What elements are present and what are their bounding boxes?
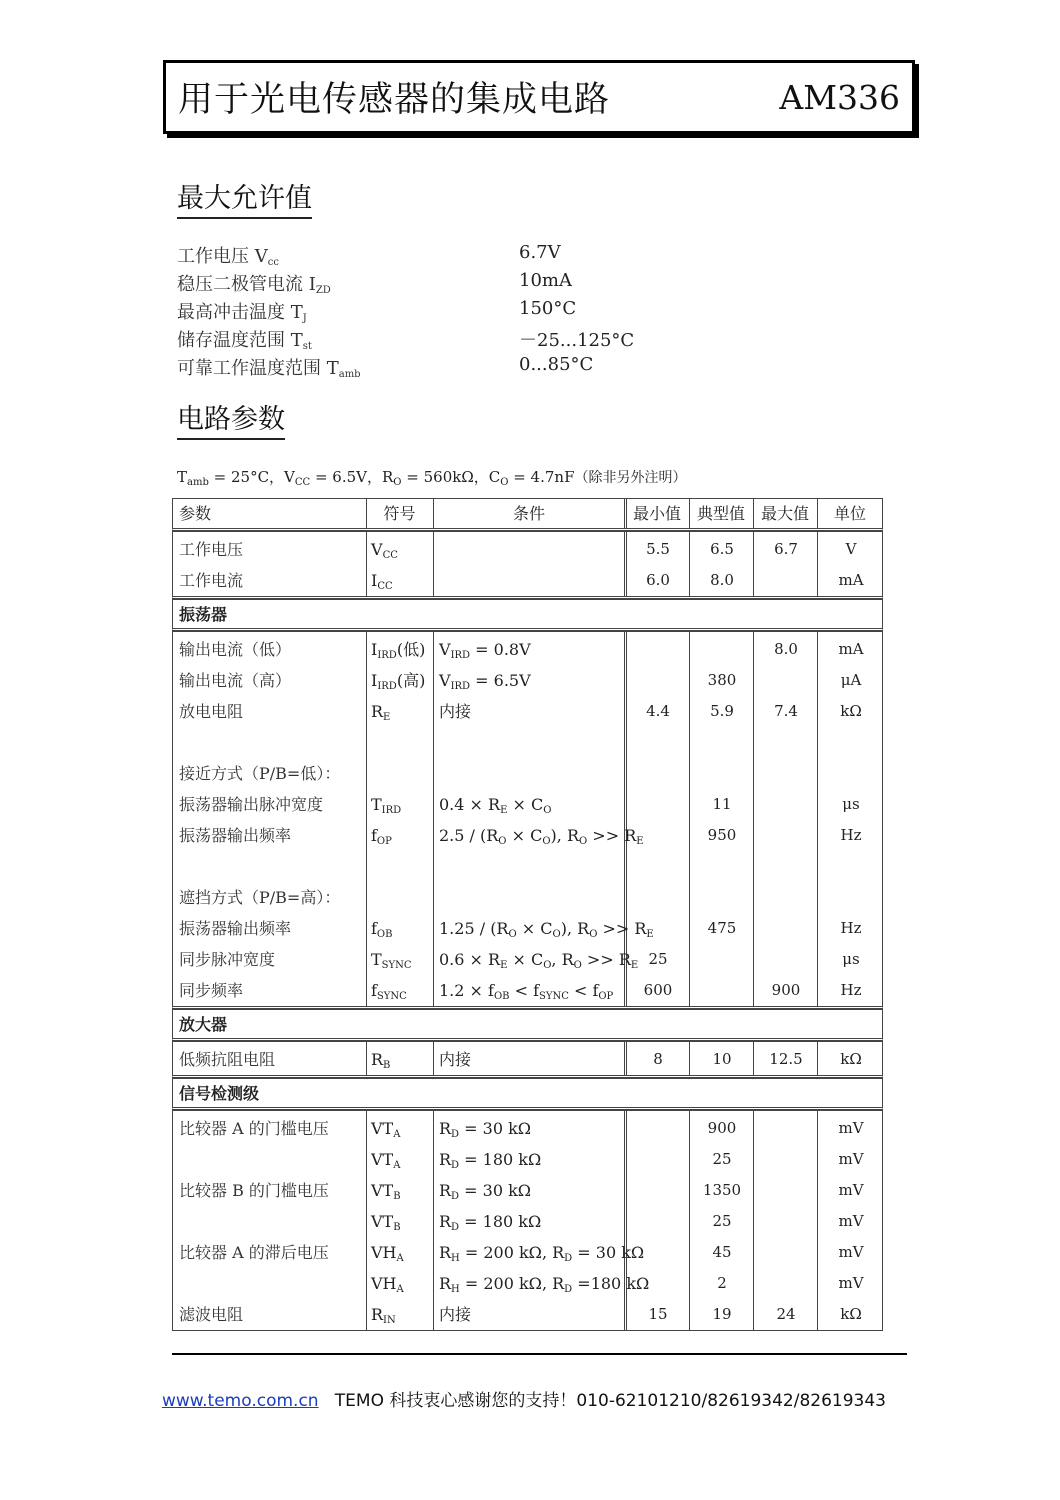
text-part: T: [371, 950, 382, 969]
text-part: 内接: [439, 702, 472, 721]
text-part: = 180 kΩ: [459, 1150, 542, 1169]
text-part: f: [371, 826, 377, 845]
typ-cell: 5.9: [710, 702, 734, 720]
subscript: O: [500, 477, 509, 488]
subscript: O: [543, 805, 552, 816]
text-part: 1.2 × f: [439, 981, 494, 1000]
typ-cell: 6.5: [710, 540, 734, 558]
spec-value: 10mA: [519, 270, 572, 291]
table-row: [173, 696, 882, 727]
table-row: [173, 534, 882, 565]
unit-cell: Hz: [840, 981, 862, 999]
spec-label-sub: ZD: [315, 285, 331, 296]
param-cell: 同步频率: [179, 981, 244, 1000]
spec-row: [177, 298, 677, 326]
footer-divider: [172, 1353, 907, 1355]
text-part: f: [371, 981, 377, 1000]
text-part: 0.6 × R: [439, 950, 501, 969]
subscript: OB: [376, 929, 393, 940]
symbol-cell: [371, 565, 393, 602]
spec-row: [177, 354, 677, 382]
table-row: [173, 634, 882, 665]
text-part: = 25°C，V: [208, 468, 295, 486]
subscript: SYNC: [539, 991, 569, 1002]
subscript: D: [451, 1222, 460, 1233]
unit-cell: mV: [838, 1181, 864, 1199]
unit-cell: mV: [838, 1212, 864, 1230]
unit-cell: mA: [838, 571, 864, 589]
section-title: 信号检测级: [179, 1084, 260, 1103]
spec-label: [177, 270, 331, 296]
spec-value: 6.7V: [519, 242, 561, 263]
symbol-cell: [371, 975, 407, 1012]
typ-cell: 1350: [702, 1181, 742, 1199]
typ-cell: 19: [712, 1305, 732, 1323]
spec-label-text: 最高冲击温度 T: [177, 302, 303, 323]
unit-cell: μA: [840, 671, 862, 689]
text-part: (高): [396, 671, 426, 690]
subscript: O: [542, 836, 551, 847]
min-cell: 600: [643, 981, 673, 999]
table-row: [173, 913, 882, 944]
subscript: A: [393, 1160, 401, 1171]
website-link[interactable]: www.temo.com.cn: [162, 1391, 319, 1411]
section-title: 振荡器: [179, 605, 228, 624]
typ-cell: 25: [712, 1150, 732, 1168]
row-group: [172, 1041, 883, 1078]
text-part: = 6.5V，R: [310, 468, 394, 486]
text-part: × C: [507, 795, 544, 814]
text-part: R: [439, 1243, 452, 1262]
param-cell: 放电电阻: [179, 702, 244, 721]
table-row: [173, 1206, 882, 1237]
text-part: R: [439, 1181, 452, 1200]
spec-label: [177, 298, 307, 324]
text-part: 内接: [439, 1305, 472, 1324]
param-cell: 低频抗阻电阻: [179, 1050, 276, 1069]
subscript: amb: [187, 477, 209, 488]
header-condition: 条件: [512, 504, 545, 523]
table-row: [173, 1268, 882, 1299]
max-cell: 24: [776, 1305, 796, 1323]
table-row: [173, 944, 882, 975]
text-part: R: [371, 702, 384, 721]
subscript: IN: [383, 1315, 396, 1326]
subscript: A: [393, 1129, 401, 1140]
text-part: = 30 kΩ: [459, 1119, 532, 1138]
condition-cell: [439, 975, 613, 1012]
spec-value: －25...125°C: [519, 330, 635, 351]
section-row: [172, 1078, 883, 1110]
max-ratings-heading: 最大允许值: [177, 182, 312, 219]
param-cell: 输出电流（低）: [179, 640, 292, 659]
text-part: T: [371, 795, 382, 814]
text-part: = 200 kΩ, R: [459, 1274, 565, 1293]
text-part: = 0.8V: [470, 640, 531, 659]
header-symbol: 符号: [383, 504, 416, 523]
spec-value: 150°C: [519, 298, 577, 319]
param-cell: 振荡器输出频率: [179, 826, 292, 845]
param-cell: 滤波电阻: [179, 1305, 244, 1324]
param-cell: 比较器 B 的门槛电压: [179, 1181, 329, 1200]
spec-label-sub: st: [302, 341, 312, 352]
text-part: R: [371, 1050, 384, 1069]
subscript: H: [451, 1253, 460, 1264]
spec-label-text: 工作电压 V: [177, 246, 268, 267]
spec-label-sub: J: [302, 313, 307, 324]
text-part: I: [371, 571, 378, 590]
param-cell: 振荡器输出频率: [179, 919, 292, 938]
typ-cell: 8.0: [710, 571, 734, 589]
typ-cell: 10: [712, 1050, 732, 1068]
table-row: [173, 1237, 882, 1268]
text-part: < f: [509, 981, 539, 1000]
unit-cell: kΩ: [840, 702, 862, 720]
subscript: CC: [377, 581, 393, 592]
max-ratings-list: [177, 242, 677, 382]
typ-cell: 475: [707, 919, 737, 937]
unit-cell: mV: [838, 1274, 864, 1292]
text-part: R: [439, 1119, 452, 1138]
subscript: E: [630, 960, 639, 971]
text-part: × C: [506, 826, 543, 845]
unit-cell: Hz: [840, 826, 862, 844]
spec-label-text: 储存温度范围 T: [177, 330, 303, 351]
text-part: ), R: [560, 919, 590, 938]
spec-label-sub: amb: [338, 369, 361, 380]
note-text: （除非另外注明）: [574, 470, 687, 486]
table-row: [173, 1299, 882, 1330]
min-cell: 8: [653, 1050, 663, 1068]
table-row: [173, 789, 882, 820]
text-part: >> R: [587, 826, 637, 845]
subscript: IRD: [377, 650, 397, 661]
subscript: OP: [376, 836, 392, 847]
table-row: [173, 1113, 882, 1144]
subscript: O: [552, 929, 561, 940]
typ-cell: 2: [717, 1274, 727, 1292]
param-cell: 振荡器输出脉冲宽度: [179, 795, 324, 814]
unit-cell: mV: [838, 1150, 864, 1168]
spec-row: [177, 326, 677, 354]
spec-label-sub: cc: [267, 257, 279, 268]
condition-cell: [439, 1299, 471, 1330]
unit-cell: Hz: [840, 919, 862, 937]
text-part: T: [177, 468, 188, 486]
min-cell: 6.0: [646, 571, 670, 589]
spec-row: [177, 242, 677, 270]
section-row: [172, 599, 883, 631]
min-cell: 4.4: [646, 702, 670, 720]
param-cell: 接近方式（P/B=低）：: [179, 764, 341, 783]
table-row: [173, 1175, 882, 1206]
text-part: =180 kΩ: [572, 1274, 650, 1293]
max-cell: 12.5: [769, 1050, 803, 1068]
subscript: B: [393, 1191, 401, 1202]
unit-cell: kΩ: [840, 1050, 862, 1068]
subscript: OB: [493, 991, 510, 1002]
subscript: O: [393, 477, 402, 488]
unit-cell: mV: [838, 1119, 864, 1137]
subscript: D: [564, 1284, 573, 1295]
footer-text: TEMO 科技衷心感谢您的支持！010-62101210/82619342/82619343: [334, 1391, 886, 1411]
param-cell: 工作电压: [179, 540, 244, 559]
text-part: >> R: [581, 950, 631, 969]
table-row: [173, 565, 882, 596]
text-part: VT: [371, 1150, 394, 1169]
text-part: × C: [507, 950, 544, 969]
subscript: IRD: [381, 805, 402, 816]
condition-cell: [439, 696, 471, 727]
row-group: [172, 1110, 883, 1331]
table-header: [172, 498, 883, 531]
subscript: E: [500, 960, 508, 971]
text-part: = 560kΩ，C: [401, 468, 501, 486]
header-max: 最大值: [760, 504, 809, 523]
text-part: R: [439, 1274, 452, 1293]
text-part: ), R: [550, 826, 579, 845]
text-part: V: [371, 540, 383, 559]
subscript: OP: [598, 991, 614, 1002]
table-row: [173, 727, 882, 758]
max-cell: 900: [771, 981, 801, 999]
spec-label: [177, 354, 361, 380]
subscript: O: [543, 960, 552, 971]
text-part: 内接: [439, 1050, 472, 1069]
text-part: = 30 kΩ: [572, 1243, 645, 1262]
text-part: (低): [396, 640, 426, 659]
text-part: 1.25 / (R: [439, 919, 509, 938]
table-row: [173, 758, 882, 789]
text-part: VT: [371, 1212, 394, 1231]
text-part: 2.5 / (R: [439, 826, 499, 845]
subscript: O: [508, 929, 517, 940]
section-row: [172, 1009, 883, 1041]
header-unit: 单位: [833, 504, 866, 523]
unit-cell: μs: [842, 950, 860, 968]
param-cell: 比较器 A 的滞后电压: [179, 1243, 329, 1262]
text-part: = 30 kΩ: [459, 1181, 532, 1200]
max-cell: 8.0: [774, 640, 798, 658]
text-part: R: [439, 1212, 452, 1231]
symbol-cell: [371, 1299, 396, 1336]
subscript: CC: [382, 550, 398, 561]
max-cell: 7.4: [774, 702, 798, 720]
title-box: [163, 60, 915, 134]
min-cell: 5.5: [646, 540, 670, 558]
param-cell: 工作电流: [179, 571, 244, 590]
subscript: D: [451, 1129, 460, 1140]
text-part: V: [439, 671, 451, 690]
text-part: VH: [371, 1243, 397, 1262]
subscript: E: [500, 805, 508, 816]
test-conditions: [177, 466, 686, 488]
typ-cell: 380: [707, 671, 737, 689]
typ-cell: 11: [712, 795, 732, 813]
unit-cell: μs: [842, 795, 860, 813]
unit-cell: V: [845, 540, 857, 558]
row-group: [172, 531, 883, 599]
condition-cell: [439, 1044, 471, 1075]
table-row: [173, 820, 882, 851]
spec-label: [177, 326, 312, 352]
table-row: [173, 975, 882, 1006]
unit-cell: mV: [838, 1243, 864, 1261]
typ-cell: 45: [712, 1243, 732, 1261]
subscript: H: [451, 1284, 460, 1295]
text-part: I: [371, 640, 378, 659]
subscript: E: [636, 836, 644, 847]
subscript: SYNC: [376, 991, 407, 1002]
row-group: [172, 631, 883, 1009]
text-part: f: [371, 919, 377, 938]
spec-label-text: 可靠工作温度范围 T: [177, 358, 339, 379]
typ-cell: 900: [707, 1119, 737, 1137]
subscript: B: [383, 1060, 391, 1071]
text-part: × C: [516, 919, 553, 938]
text-part: V: [439, 640, 451, 659]
subscript: E: [383, 712, 391, 723]
subscript: O: [573, 960, 582, 971]
text-part: = 200 kΩ, R: [459, 1243, 565, 1262]
text-part: = 6.5V: [470, 671, 531, 690]
text-part: VT: [371, 1181, 394, 1200]
subscript: A: [396, 1253, 404, 1264]
header-typ: 典型值: [696, 504, 745, 523]
page-title: 用于光电传感器的集成电路: [178, 80, 611, 120]
text-part: < f: [568, 981, 599, 1000]
unit-cell: mA: [838, 640, 864, 658]
table-row: [173, 851, 882, 882]
subscript: IRD: [377, 681, 397, 692]
part-number: AM336: [779, 77, 900, 117]
typ-cell: 950: [707, 826, 737, 844]
param-cell: 比较器 A 的门槛电压: [179, 1119, 329, 1138]
subscript: SYNC: [381, 960, 412, 971]
text-part: VT: [371, 1119, 394, 1138]
spec-row: [177, 270, 677, 298]
subscript: B: [393, 1222, 401, 1233]
subscript: IRD: [450, 650, 471, 661]
unit-cell: kΩ: [840, 1305, 862, 1323]
text-part: = 180 kΩ: [459, 1212, 542, 1231]
text-part: I: [371, 671, 378, 690]
min-cell: 25: [648, 950, 668, 968]
subscript: O: [498, 836, 507, 847]
table-row: [173, 882, 882, 913]
typ-cell: 25: [712, 1212, 732, 1230]
subscript: A: [396, 1284, 404, 1295]
parameter-table: [172, 498, 883, 1331]
table-row: [173, 1044, 882, 1075]
subscript: IRD: [450, 681, 471, 692]
header-param: 参数: [179, 504, 212, 523]
min-cell: 15: [648, 1305, 668, 1323]
spec-label: [177, 242, 279, 268]
header-min: 最小值: [632, 504, 681, 523]
text-part: >> R: [597, 919, 647, 938]
spec-value: 0...85°C: [519, 354, 594, 375]
subscript: D: [564, 1253, 573, 1264]
subscript: O: [579, 836, 588, 847]
footer: [162, 1386, 886, 1411]
text-part: = 4.7nF: [508, 468, 575, 486]
table-row: [173, 1144, 882, 1175]
subscript: E: [646, 929, 654, 940]
text-part: R: [371, 1305, 384, 1324]
table-row: [173, 665, 882, 696]
text-part: VH: [371, 1274, 397, 1293]
symbol-cell: [371, 1044, 390, 1081]
section-title: 放大器: [179, 1015, 228, 1034]
param-cell: 输出电流（高）: [179, 671, 292, 690]
subscript: D: [451, 1160, 460, 1171]
subscript: D: [451, 1191, 460, 1202]
circuit-params-heading: 电路参数: [177, 403, 285, 440]
subscript: O: [589, 929, 598, 940]
param-cell: 同步脉冲宽度: [179, 950, 276, 969]
text-part: 0.4 × R: [439, 795, 501, 814]
text-part: , R: [551, 950, 574, 969]
subscript: CC: [294, 477, 311, 488]
text-part: R: [439, 1150, 452, 1169]
max-cell: 6.7: [774, 540, 798, 558]
spec-label-text: 稳压二极管电流 I: [177, 274, 316, 295]
param-cell: 遮挡方式（P/B=高）：: [179, 888, 341, 907]
